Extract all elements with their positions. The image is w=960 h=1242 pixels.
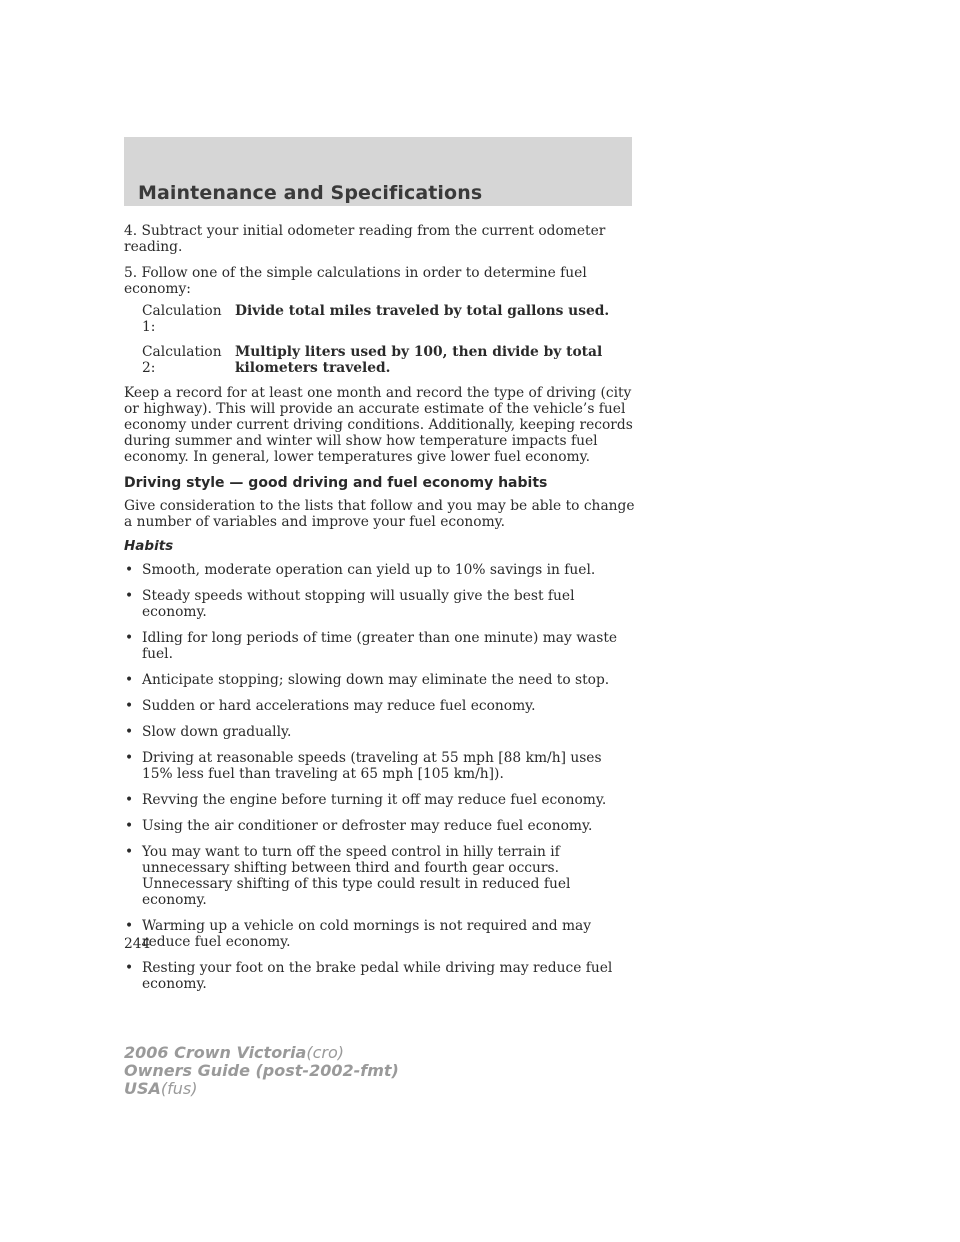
list-item: • Steady speeds without stopping will usually give the best fuel economy. bbox=[125, 588, 575, 620]
bullet-icon: • bbox=[125, 672, 134, 688]
bullet-icon: • bbox=[125, 918, 134, 934]
bullet-icon: • bbox=[125, 562, 134, 578]
list-item: • You may want to turn off the speed control in hilly terrain if unnecessary shifting between third and fourth gear occurs. Unnecessary shifting of this type could result in reduced fuel economy. bbox=[125, 844, 571, 908]
list-item: • Revving the engine before turning it off may reduce fuel economy. bbox=[125, 792, 607, 808]
driving-style-intro: Give consideration to the lists that follow and you may be able to change a number of variables and improve your fuel economy. bbox=[124, 498, 635, 530]
record-paragraph: Keep a record for at least one month and record the type of driving (city or highway). This will provide an accurate estimate of the vehicle’s fuel economy under current driving conditions. Additionally, keeping records during summer and winter will show how temperature impacts fuel economy. In general, lower temperatures give lower fuel economy. bbox=[124, 385, 633, 465]
list-item: • Using the air conditioner or defroster may reduce fuel economy. bbox=[125, 818, 593, 834]
list-item: • Idling for long periods of time (greater than one minute) may waste fuel. bbox=[125, 630, 618, 662]
step-4: 4. Subtract your initial odometer reading from the current odometer reading. bbox=[124, 223, 606, 255]
bullet-icon: • bbox=[125, 588, 134, 604]
step-5: 5. Follow one of the simple calculations in order to determine fuel economy: bbox=[124, 265, 587, 297]
bullet-icon: • bbox=[125, 844, 134, 860]
bullet-icon: • bbox=[125, 698, 134, 714]
page-content bbox=[124, 223, 636, 1002]
bullet-icon: • bbox=[125, 750, 134, 766]
bullet-icon: • bbox=[125, 960, 134, 976]
calculation-2-text: Multiply liters used by 100, then divide by total kilometers traveled. bbox=[235, 344, 603, 376]
calculation-1 bbox=[124, 303, 636, 335]
footer-line-guide: Owners Guide (post-2002-fmt) bbox=[124, 1061, 399, 1080]
list-item: • Resting your foot on the brake pedal while driving may reduce fuel economy. bbox=[125, 960, 613, 992]
page-number: 244 bbox=[124, 936, 151, 952]
section-header-bar bbox=[124, 137, 632, 206]
calculation-2 bbox=[124, 344, 636, 376]
bullet-icon: • bbox=[125, 630, 134, 646]
list-item: • Sudden or hard accelerations may reduce fuel economy. bbox=[125, 698, 536, 714]
driving-style-heading: Driving style — good driving and fuel economy habits bbox=[124, 475, 548, 491]
bullet-icon: • bbox=[125, 792, 134, 808]
list-item: • Driving at reasonable speeds (traveling at 55 mph [88 km/h] uses 15% less fuel than traveling at 65 mph [105 km/h]). bbox=[125, 750, 602, 782]
bullet-icon: • bbox=[125, 724, 134, 740]
list-item: • Anticipate stopping; slowing down may eliminate the need to stop. bbox=[125, 672, 610, 688]
habits-heading: Habits bbox=[124, 538, 174, 554]
footer-line-region: USA(fus) bbox=[124, 1079, 198, 1098]
calculation-1-label: Calculation 1: bbox=[142, 303, 222, 335]
footer-line-model: 2006 Crown Victoria(cro) bbox=[124, 1043, 345, 1062]
bullet-icon: • bbox=[125, 818, 134, 834]
calculation-1-text: Divide total miles traveled by total gallons used. bbox=[235, 303, 610, 319]
list-item: • Warming up a vehicle on cold mornings is not required and may reduce fuel economy. bbox=[125, 918, 592, 950]
list-item: • Smooth, moderate operation can yield up to 10% savings in fuel. bbox=[125, 562, 596, 578]
section-title: Maintenance and Specifications bbox=[138, 182, 483, 204]
list-item: • Slow down gradually. bbox=[125, 724, 292, 740]
document-footer bbox=[124, 1044, 399, 1098]
habits-list bbox=[124, 562, 636, 992]
calculation-2-label: Calculation 2: bbox=[142, 344, 222, 376]
